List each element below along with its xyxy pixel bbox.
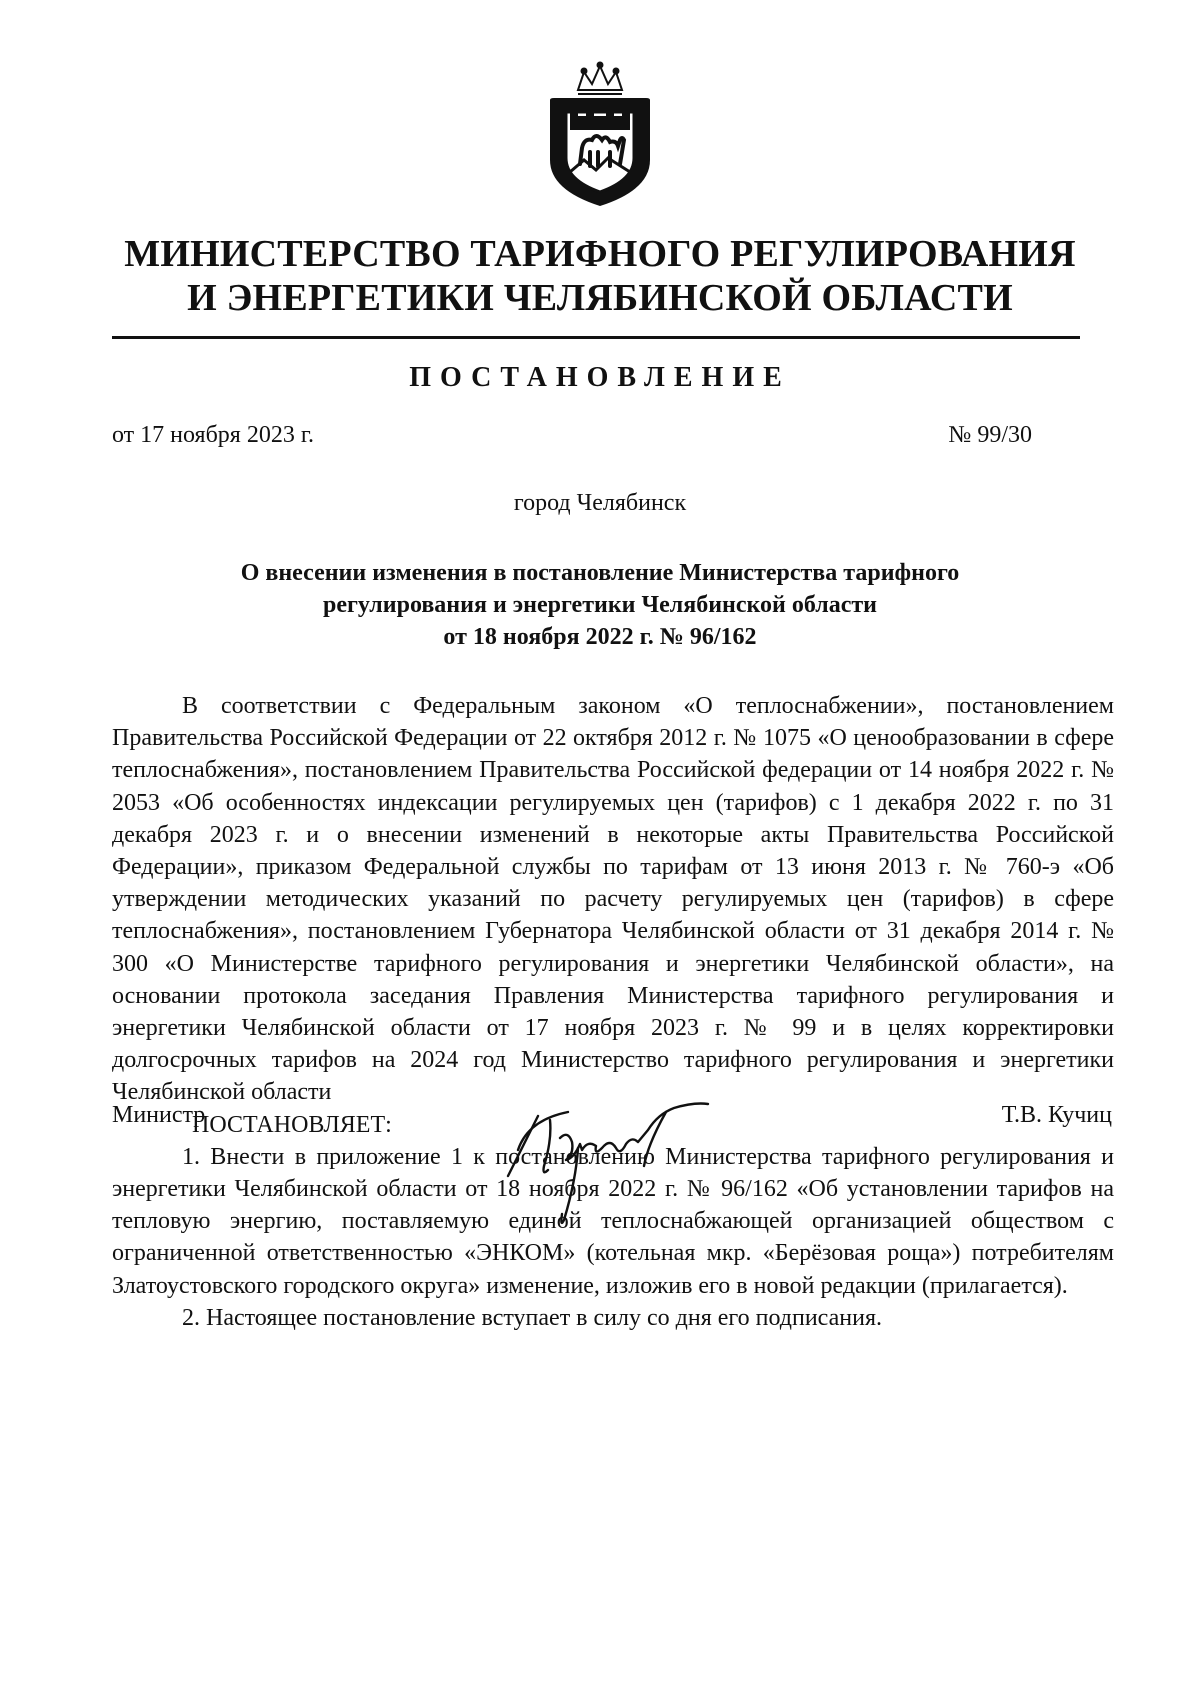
- item-1-paragraph: 1. Внести в приложение 1 к постановлению Министерства тарифного регулирования и энергетики Челябинской области от 18 ноября 2022 г. № 96/162 «Об установлении тарифов на тепловую энергию, поставляемую единой теплоснабжающей организацией обществом с ограниченной ответственностью «ЭНКОМ» (котельная мкр. «Берёзовая роща») потребителям Златоустовского городского округа» изменение, изложив его в новой редакции (прилагается).: [112, 1143, 1114, 1299]
- document-type-heading: ПОСТАНОВЛЕНИЕ: [409, 362, 791, 393]
- subject-line3: от 18 ноября 2022 г. № 96/162: [443, 624, 757, 650]
- document-subject: [110, 557, 1090, 653]
- resolves-heading: ПОСТАНОВЛЯЕТ:: [192, 1111, 392, 1138]
- ministry-name-line1: МИНИСТЕРСТВО ТАРИФНОГО РЕГУЛИРОВАНИЯ: [124, 233, 1076, 275]
- subject-line2: регулирования и энергетики Челябинской области: [323, 592, 877, 618]
- signatory-name: Т.В. Кучиц: [1001, 1102, 1112, 1128]
- coat-of-arms-icon: [540, 60, 660, 210]
- document-body: [112, 690, 1114, 1334]
- ministry-name-line2: И ЭНЕРГЕТИКИ ЧЕЛЯБИНСКОЙ ОБЛАСТИ: [187, 277, 1013, 319]
- ministry-name: [110, 232, 1090, 320]
- item-2-paragraph: 2. Настоящее постановление вступает в силу со дня его подписания.: [182, 1304, 883, 1331]
- subject-line1: О внесении изменения в постановление Министерства тарифного: [240, 560, 960, 586]
- document-city: город Челябинск: [513, 490, 687, 516]
- document-number: № 99/30: [948, 422, 1032, 448]
- signatory-title: Министр: [112, 1102, 206, 1128]
- header-divider: [112, 336, 1080, 339]
- document-date: от 17 ноября 2023 г.: [112, 422, 314, 448]
- preamble-paragraph: В соответствии с Федеральным законом «О теплоснабжении», постановлением Правительства Российской Федерации от 22 октября 2012 г. № 1075 «О ценообразовании в сфере теплоснабжения», постановлением Правительства Российской федерации от 14 ноября 2022 г. № 2053 «Об особенностях индексации регулируемых цен (тарифов) с 1 декабря 2022 г. по 31 декабря 2023 г. и о внесении изменений в некоторые акты Правительства Российской Федерации», приказом Федеральной службы по тарифам от 13 июня 2013 г. № 760-э «Об утверждении методических указаний по расчету регулируемых цен (тарифов) в сфере теплоснабжения», постановлением Губернатора Челябинской области от 31 декабря 2014 г. № 300 «О Министерстве тарифного регулирования и энергетики Челябинской области», на основании протокола заседания Правления Министерства тарифного регулирования и энергетики Челябинской области от 17 ноября 2023 г. № 99 и в целях корректировки долгосрочных тарифов на 2024 год Министерство тарифного регулирования и энергетики Челябинской области: [112, 693, 1114, 1106]
- handwritten-signature-icon: [498, 1090, 738, 1230]
